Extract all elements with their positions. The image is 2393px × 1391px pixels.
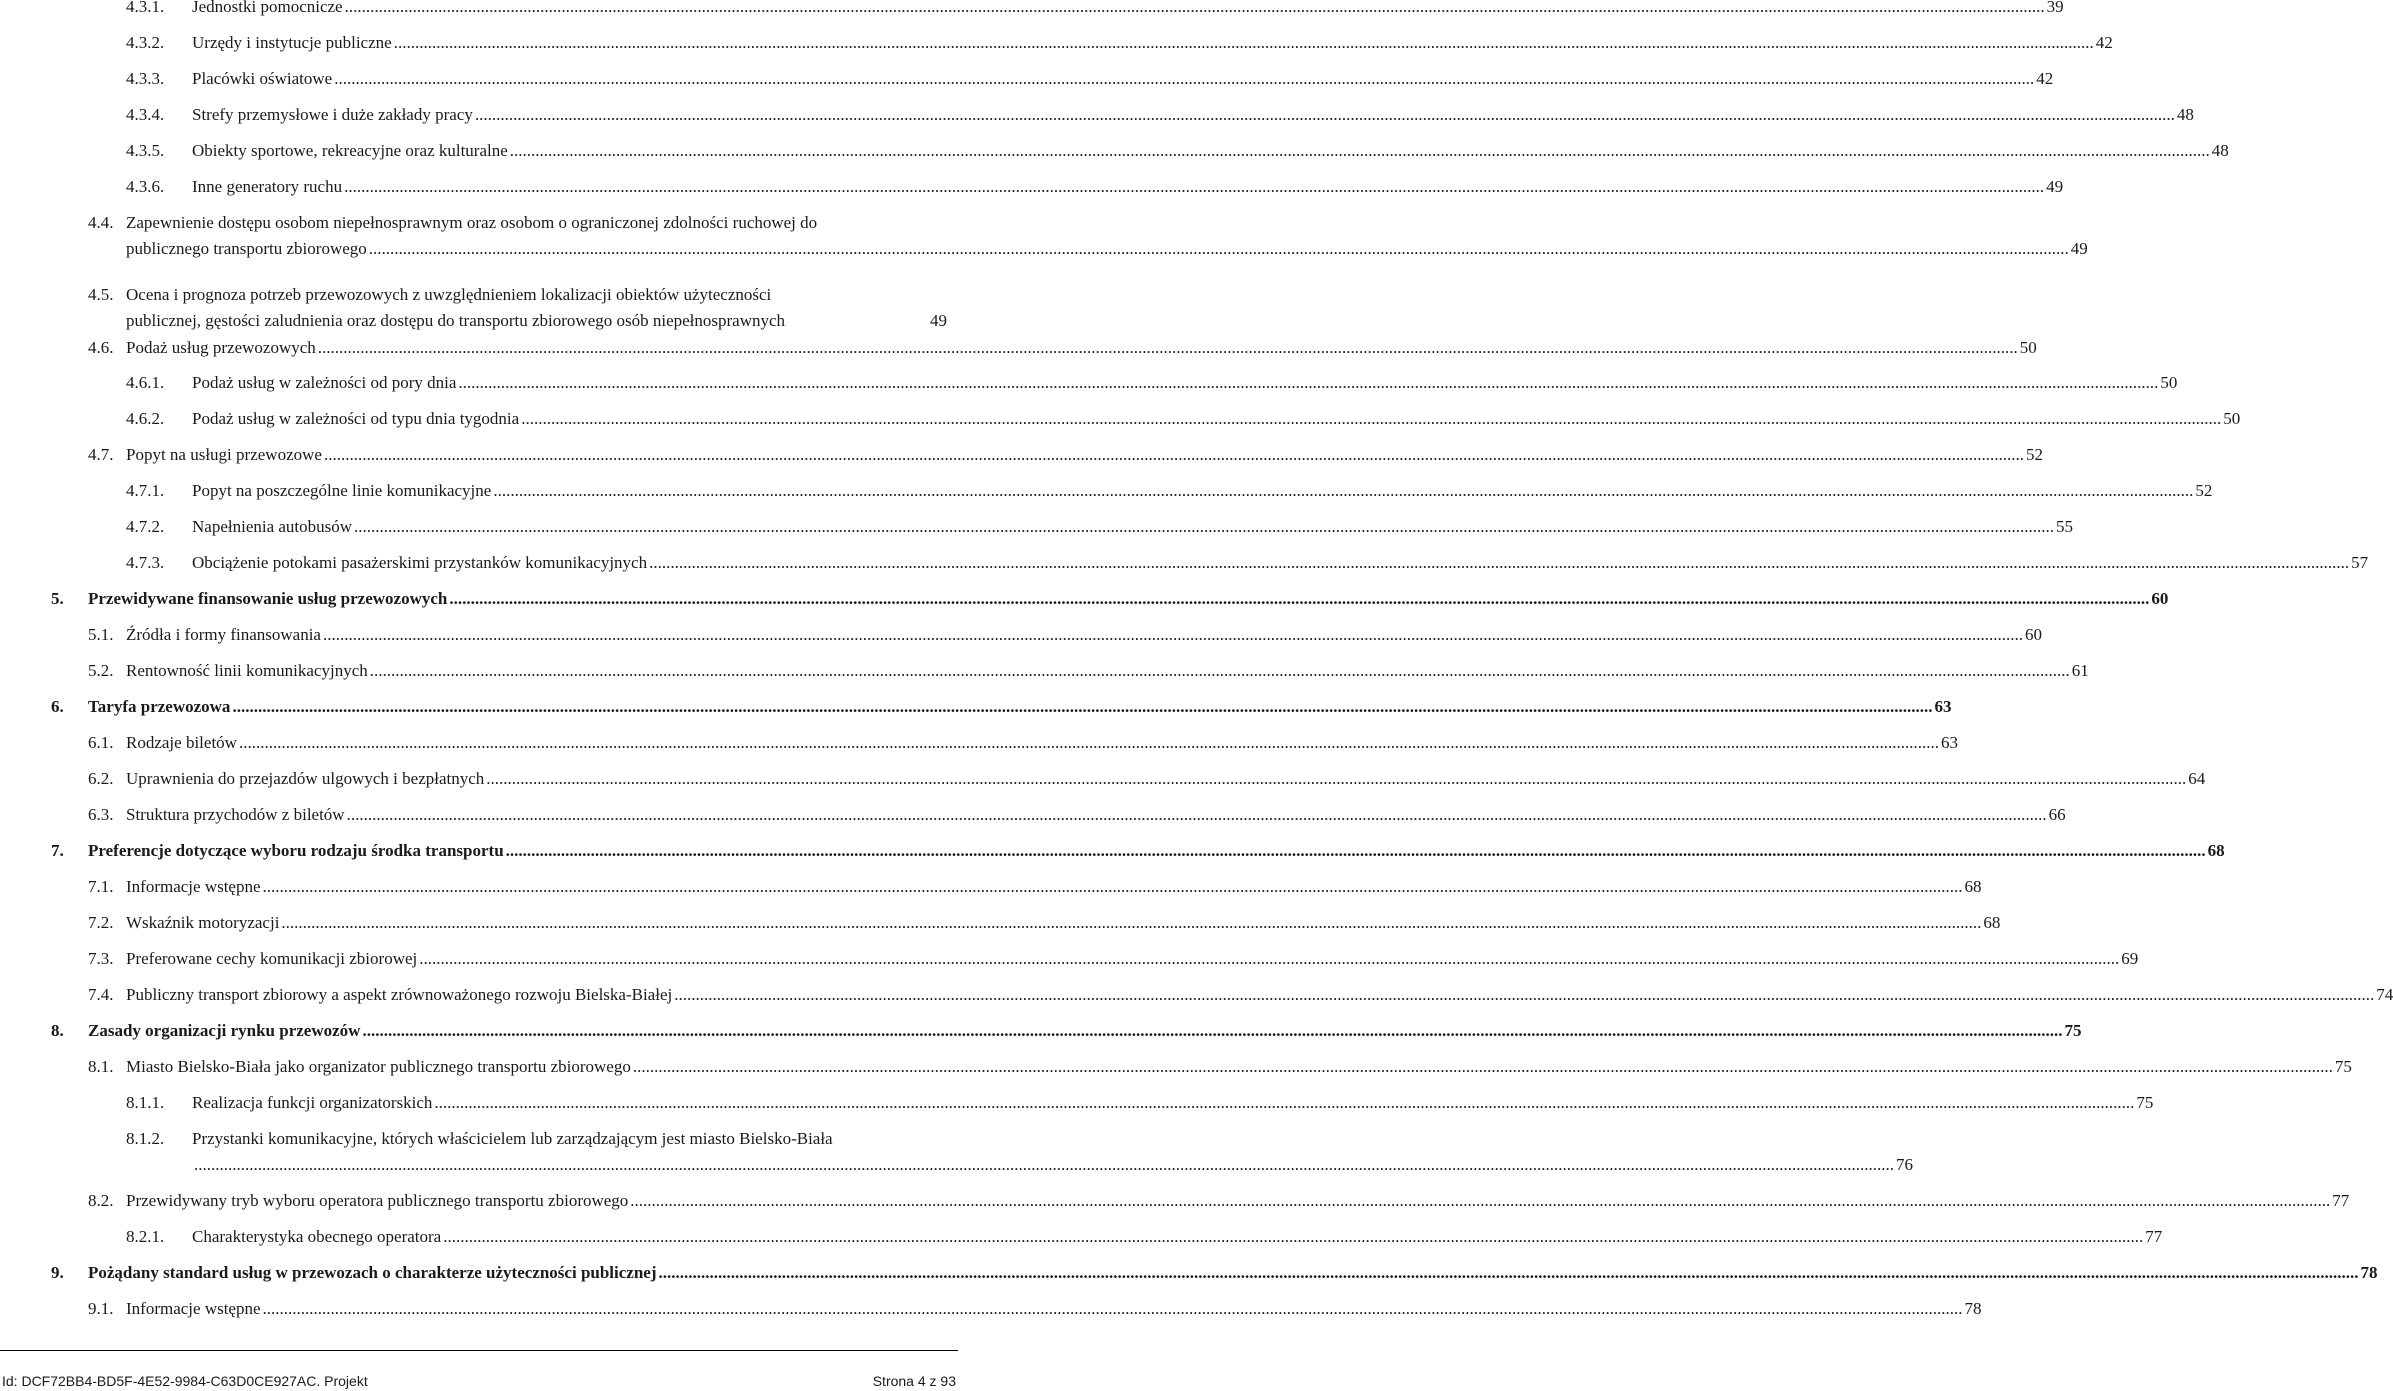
toc-dot-leader: ................................................................................................................................................................................................................................................................................................................................................................................................................: [322, 625, 2023, 644]
toc-entry-page-number: 69: [2121, 949, 2139, 968]
toc-dot-leader: ................................................................................................................................................................................................................................................................................................................................................................................................................: [505, 841, 2206, 860]
toc-dot-leader: ................................................................................................................................................................................................................................................................................................................................................................................................................: [344, 0, 2045, 16]
toc-dot-leader: ................................................................................................................................................................................................................................................................................................................................................................................................................: [419, 949, 2120, 968]
toc-entry-page-number: 57: [2351, 553, 2369, 572]
toc-entry-number: 9.1.: [88, 1299, 114, 1318]
toc-entry-number: 4.7.1.: [126, 481, 165, 500]
toc-dot-leader: ................................................................................................................................................................................................................................................................................................................................................................................................................: [346, 805, 2047, 824]
toc-entry-number: 4.7.2.: [126, 517, 165, 536]
toc-entry-page-number: 42: [2036, 69, 2054, 88]
toc-entry-title: Rodzaje biletów: [126, 733, 237, 752]
toc-entry-page-number: 66: [2048, 805, 2066, 824]
toc-entry-title: Informacje wstępne: [126, 1299, 261, 1318]
toc-dot-leader: ................................................................................................................................................................................................................................................................................................................................................................................................................: [458, 373, 2159, 392]
toc-entry-page-number: 76: [1896, 1155, 1913, 1174]
toc-entry-title: Charakterystyka obecnego operatora: [192, 1227, 442, 1246]
document-id: Id: DCF72BB4-BD5F-4E52-9984-C63D0CE927AC. Projekt: [2, 1373, 368, 1389]
toc-entry-title: Urzędy i instytucje publiczne: [192, 33, 392, 52]
toc-entry-title-line1: Przystanki komunikacyjne, których właścicielem lub zarządzającym jest miasto Bielsko-Biała: [192, 1129, 833, 1148]
toc-entry-number: 4.3.1.: [126, 0, 165, 16]
toc-dot-leader: ................................................................................................................................................................................................................................................................................................................................................................................................................: [262, 877, 1963, 896]
toc-entry-number: 7.1.: [88, 877, 114, 896]
toc-entry-page-number: 49: [2070, 239, 2088, 258]
toc-entry-page-number: 60: [2151, 589, 2169, 608]
toc-entry-number: 5.1.: [88, 625, 114, 644]
toc-entry-title: publicznego transportu zbiorowego: [126, 239, 367, 258]
toc-entry-number: 4.6.: [88, 338, 114, 357]
toc-entry-page-number: 50: [2223, 409, 2241, 428]
toc-entry-number: 8.1.1.: [126, 1093, 165, 1112]
toc-entry-number: 8.1.: [88, 1057, 114, 1076]
toc-entry-number: 4.5.: [88, 285, 114, 304]
toc-dot-leader: ................................................................................................................................................................................................................................................................................................................................................................................................................: [474, 105, 2175, 124]
toc-entry-page-number: 61: [2071, 661, 2089, 680]
toc-entry-number: 4.6.2.: [126, 409, 165, 428]
toc-entry-number: 4.7.3.: [126, 553, 165, 572]
toc-dot-leader: ................................................................................................................................................................................................................................................................................................................................................................................................................: [362, 1021, 2063, 1040]
toc-entry-number: 8.2.1.: [126, 1227, 165, 1246]
toc-entry-title: Inne generatory ruchu: [192, 177, 343, 196]
toc-entry-page-number: 77: [2332, 1191, 2350, 1210]
toc-dot-leader: ................................................................................................................................................................................................................................................................................................................................................................................................................: [674, 985, 2375, 1004]
toc-dot-leader: ................................................................................................................................................................................................................................................................................................................................................................................................................: [632, 1057, 2333, 1076]
toc-entry-number: 4.7.: [88, 445, 114, 464]
toc-dot-leader: ................................................................................................................................................................................................................................................................................................................................................................................................................: [323, 445, 2024, 464]
toc-entry-number: 6.: [51, 697, 64, 716]
toc-dot-leader: ................................................................................................................................................................................................................................................................................................................................................................................................................: [238, 733, 1939, 752]
toc-entry-number: 8.: [51, 1021, 64, 1040]
toc-entry-number: 8.2.: [88, 1191, 114, 1210]
page-counter: Strona 4 z 93: [872, 1373, 956, 1389]
toc-entry-number: 4.3.2.: [126, 33, 165, 52]
footer-rule: [0, 1350, 958, 1351]
toc-entry-page-number: 50: [2160, 373, 2178, 392]
toc-dot-leader: ................................................................................................................................................................................................................................................................................................................................................................................................................: [281, 913, 1982, 932]
toc-entry-page-number: 74: [2376, 985, 2393, 1004]
toc-entry-number: 5.2.: [88, 661, 114, 680]
toc-entry-page-number: 50: [2019, 338, 2037, 357]
toc-entry-number: 4.6.1.: [126, 373, 165, 392]
toc-entry-title: Podaż usług w zależności od pory dnia: [192, 373, 457, 392]
toc-entry-page-number: 55: [2056, 517, 2074, 536]
toc-entry-page-number: 39: [2046, 0, 2064, 16]
toc-entry-title: Przewidywane finansowanie usług przewozowych: [88, 589, 448, 608]
toc-entry-number: 4.3.4.: [126, 105, 165, 124]
toc-entry-title: Wskaźnik motoryzacji: [126, 913, 280, 932]
toc-entry-page-number: 68: [1983, 913, 2001, 932]
toc-dot-leader: ................................................................................................................................................................................................................................................................................................................................................................................................................: [521, 409, 2222, 428]
toc-entry-title: Obciążenie potokami pasażerskimi przystanków komunikacyjnych: [192, 553, 648, 572]
page-footer: [0, 1350, 960, 1391]
toc-entry-page-number: 68: [1964, 877, 1982, 896]
toc-entry-page-number: 48: [2176, 105, 2194, 124]
toc-entry-title: Preferowane cechy komunikacji zbiorowej: [126, 949, 418, 968]
toc-dot-leader: ................................................................................................................................................................................................................................................................................................................................................................................................................: [393, 33, 2094, 52]
toc-entry-title: Uprawnienia do przejazdów ulgowych i bezpłatnych: [126, 769, 485, 788]
toc-dot-leader: ................................................................................................................................................................................................................................................................................................................................................................................................................: [344, 177, 2045, 196]
toc-dot-leader: ................................................................................................................................................................................................................................................................................................................................................................................................................: [317, 338, 2018, 357]
toc-entry-number: 9.: [51, 1263, 64, 1282]
toc-dot-leader: ................................................................................................................................................................................................................................................................................................................................................................................................................: [443, 1227, 2144, 1246]
toc-entry-page-number: 48: [2211, 141, 2229, 160]
toc-entry-page-number: 75: [2136, 1093, 2154, 1112]
toc-dot-leader: ................................................................................................................................................................................................................................................................................................................................................................................................................: [630, 1191, 2331, 1210]
toc-entry-title: Podaż usług przewozowych: [126, 338, 316, 357]
toc-entry-title: Popyt na poszczególne linie komunikacyjne: [192, 481, 492, 500]
toc-entry-title: Struktura przychodów z biletów: [126, 805, 345, 824]
toc-dot-leader: ................................................................................................................................................................................................................................................................................................................................................................................................................: [486, 769, 2187, 788]
toc-dot-leader: ................................................................................................................................................................................................................................................................................................................................................................................................................: [509, 141, 2210, 160]
toc-entry-number: 7.: [51, 841, 64, 860]
toc-entry-page-number: 60: [2024, 625, 2042, 644]
toc-entry-number: 7.2.: [88, 913, 114, 932]
toc-entry-title: Strefy przemysłowe i duże zakłady pracy: [192, 105, 473, 124]
toc-dot-leader: ................................................................................................................................................................................................................................................................................................................................................................................................................: [649, 553, 2350, 572]
toc-entry-number: 6.1.: [88, 733, 114, 752]
toc-entry-title: Obiekty sportowe, rekreacyjne oraz kulturalne: [192, 141, 508, 160]
toc-entry-page-number: 64: [2188, 769, 2206, 788]
toc-entry-page-number: 75: [2064, 1021, 2082, 1040]
toc-entry-number: 6.2.: [88, 769, 114, 788]
toc-dot-leader: ................................................................................................................................................................................................................................................................................................................................................................................................................: [194, 1155, 1894, 1174]
toc-entry-title: Zasady organizacji rynku przewozów: [88, 1021, 361, 1040]
toc-entry-page-number: 68: [2207, 841, 2225, 860]
toc-entry-page-number: 75: [2334, 1057, 2352, 1076]
toc-dot-leader: ................................................................................................................................................................................................................................................................................................................................................................................................................: [334, 69, 2035, 88]
toc-entry-page-number: 52: [2195, 481, 2213, 500]
toc-entry-title: Publiczny transport zbiorowy a aspekt zrównoważonego rozwoju Bielska-Białej: [126, 985, 673, 1004]
toc-entry-page-number: 63: [1934, 697, 1952, 716]
toc-entry-page-number: 49: [2046, 177, 2064, 196]
toc-entry-number: 4.3.6.: [126, 177, 165, 196]
toc-entry-title: Jednostki pomocnicze: [192, 0, 343, 16]
toc-entry-number: 5.: [51, 589, 64, 608]
toc-entry-page-number: 49: [930, 311, 947, 330]
toc-dot-leader: ................................................................................................................................................................................................................................................................................................................................................................................................................: [369, 661, 2070, 680]
toc-dot-leader: ................................................................................................................................................................................................................................................................................................................................................................................................................: [262, 1299, 1963, 1318]
toc-entry-title: Pożądany standard usług w przewozach o charakterze użyteczności publicznej: [88, 1263, 657, 1282]
toc-entry-page-number: 52: [2025, 445, 2043, 464]
toc-entry-title: Miasto Bielsko-Biała jako organizator publicznego transportu zbiorowego: [126, 1057, 631, 1076]
toc-entry-title: Przewidywany tryb wyboru operatora publicznego transportu zbiorowego: [126, 1191, 629, 1210]
toc-entry-number: 6.3.: [88, 805, 114, 824]
toc-entry-page-number: 63: [1940, 733, 1958, 752]
toc-dot-leader: ................................................................................................................................................................................................................................................................................................................................................................................................................: [354, 517, 2055, 536]
toc-dot-leader: ................................................................................................................................................................................................................................................................................................................................................................................................................: [232, 697, 1933, 716]
toc-entry-page-number: 78: [2360, 1263, 2378, 1282]
toc-entry-title: Placówki oświatowe: [192, 69, 333, 88]
toc-entry-number: 4.3.5.: [126, 141, 165, 160]
toc-entry-title: Napełnienia autobusów: [192, 517, 353, 536]
toc-entry-number: 8.1.2.: [126, 1129, 165, 1148]
toc-entry-page-number: 42: [2095, 33, 2113, 52]
toc-entry-page-number: 78: [1964, 1299, 1982, 1318]
toc-entry-number: 7.3.: [88, 949, 114, 968]
toc-dot-leader: ................................................................................................................................................................................................................................................................................................................................................................................................................: [658, 1263, 2359, 1282]
toc-entry-page-number: 77: [2145, 1227, 2163, 1246]
toc-entry-title: Popyt na usługi przewozowe: [126, 445, 322, 464]
toc-dot-leader: ................................................................................................................................................................................................................................................................................................................................................................................................................: [368, 239, 2069, 258]
toc-entry-number: 4.3.3.: [126, 69, 165, 88]
toc-entry-title: Preferencje dotyczące wyboru rodzaju środka transportu: [88, 841, 504, 860]
toc-entry-title: publicznej, gęstości zaludnienia oraz dostępu do transportu zbiorowego osób niepełnosprawnych: [126, 311, 786, 330]
toc-entry-title: Źródła i formy finansowania: [126, 625, 321, 644]
toc-dot-leader: ................................................................................................................................................................................................................................................................................................................................................................................................................: [434, 1093, 2135, 1112]
toc-entry-title-line1: Zapewnienie dostępu osobom niepełnosprawnym oraz osobom o ograniczonej zdolności ruchowej do: [126, 213, 818, 232]
toc-entry-title: Informacje wstępne: [126, 877, 261, 896]
toc-dot-leader: ................................................................................................................................................................................................................................................................................................................................................................................................................: [449, 589, 2150, 608]
toc-entry-number: 4.4.: [88, 213, 114, 232]
toc-entry-title: Realizacja funkcji organizatorskich: [192, 1093, 433, 1112]
toc-entry-title: Rentowność linii komunikacyjnych: [126, 661, 368, 680]
toc-entry-number: 7.4.: [88, 985, 114, 1004]
toc-entry-title: Taryfa przewozowa: [88, 697, 231, 716]
toc-dot-leader: ................................................................................................................................................................................................................................................................................................................................................................................................................: [493, 481, 2194, 500]
toc-entry-title: Podaż usług w zależności od typu dnia tygodnia: [192, 409, 520, 428]
toc-entry-title-line1: Ocena i prognoza potrzeb przewozowych z uwzględnieniem lokalizacji obiektów użyteczności: [126, 285, 772, 304]
